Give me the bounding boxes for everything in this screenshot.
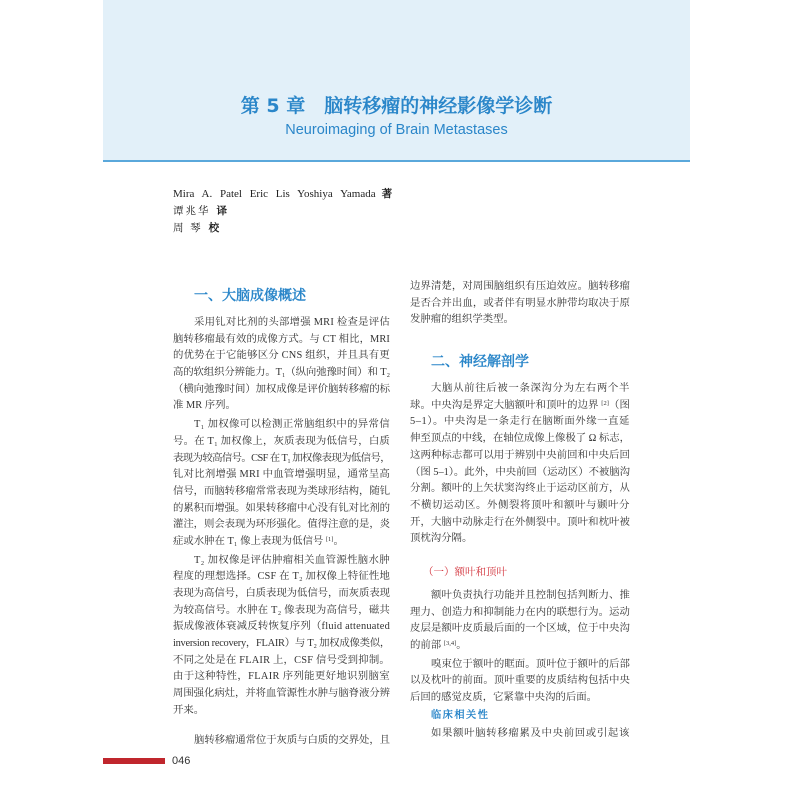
- text-line: [173, 467, 390, 484]
- text-line: [173, 733, 390, 750]
- line-text: （图: [609, 399, 630, 411]
- text-line: [410, 638, 630, 655]
- line-content: [194, 553, 390, 570]
- line-text: 开，大脑中动脉走行在外侧裂中。顶叶和枕叶被: [410, 516, 630, 528]
- line-text: 5–1）。中央沟是一条走行在脑断面外缘一直延: [410, 416, 630, 428]
- text-line: [410, 414, 630, 431]
- left-text-column: [173, 263, 390, 749]
- line-content: [410, 638, 467, 655]
- text-line: [173, 569, 390, 586]
- text-line: [173, 382, 390, 399]
- line-content: [194, 733, 390, 750]
- line-text: 脑转移瘤通常位于灰质与白质的交界处，且: [194, 734, 390, 746]
- line-content: [173, 451, 390, 468]
- text-line: [410, 690, 630, 707]
- text-line: [410, 381, 630, 398]
- text-line: [173, 365, 390, 382]
- credits: [173, 186, 473, 237]
- line-text: 信号，而脑转移瘤常常表现为类球形结构，随钆: [173, 485, 390, 497]
- text-line: [410, 398, 630, 415]
- citation-superscript: [2]: [601, 399, 610, 407]
- line-content: [410, 673, 630, 690]
- line-content: [173, 467, 390, 484]
- section-heading: 二、神经解剖学: [431, 354, 529, 371]
- line-content: [173, 586, 390, 603]
- line-content: [173, 636, 390, 653]
- text-line: [173, 315, 390, 332]
- line-text: 嗅束位于额叶的眶面。顶叶位于额叶的后部: [431, 658, 630, 670]
- line-text: inversion recovery，FLAIR）与 T₂ 加权成像类似，: [173, 638, 390, 650]
- text-line: [410, 531, 630, 548]
- reviewer-role: 校: [208, 222, 220, 234]
- line-text: 顶枕沟分隔。: [410, 533, 473, 545]
- line-content: [431, 726, 630, 743]
- text-line: [410, 498, 630, 515]
- authors-role: 著: [381, 188, 393, 200]
- text-line: [410, 481, 630, 498]
- subsection-heading: （一）额叶和顶叶: [423, 565, 507, 578]
- line-content: [173, 348, 390, 365]
- text-line: [410, 673, 630, 690]
- line-text: 准 MR 序列。: [173, 400, 236, 412]
- line-content: [173, 703, 204, 720]
- line-content: [173, 534, 344, 551]
- paragraph: [173, 417, 390, 551]
- line-text: 由于这种特性，FLAIR 序列能更好地识别脑室: [173, 671, 390, 683]
- text-line: [173, 653, 390, 670]
- citation-superscript: [3,4]: [443, 640, 457, 647]
- line-content: [173, 332, 390, 349]
- line-text: 号。在 T₁ 加权像上，灰质表现为低信号，白质: [173, 435, 390, 447]
- line-content: [173, 603, 390, 620]
- text-line: [410, 605, 630, 622]
- line-content: [410, 414, 630, 431]
- line-content: [410, 481, 630, 498]
- line-text: 的优势在于它能够区分 CNS 组织，并且具有更: [173, 350, 390, 362]
- line-text: 球。中央沟是界定大脑额叶和顶叶的边界: [410, 399, 602, 411]
- text-line: [173, 451, 390, 468]
- line-content: [410, 431, 630, 448]
- line-content: [173, 569, 390, 586]
- text-line: [173, 332, 390, 349]
- line-text: 的累积而增强。如果转移瘤中心没有钆对比剂的: [173, 502, 390, 514]
- translator-name: 谭兆华: [173, 206, 211, 217]
- line-text: 采用钆对比剂的头部增强 MRI 检查是评估: [194, 317, 390, 328]
- line-text: 表现为较高信号。CSF 在 T₁ 加权像表现为低信号，: [173, 452, 390, 464]
- line-content: [194, 315, 390, 332]
- text-line: [173, 586, 390, 603]
- line-content: [173, 619, 390, 636]
- text-line: [410, 279, 630, 296]
- text-line: [173, 417, 390, 434]
- line-text: 的前部: [410, 640, 444, 651]
- line-text: 分割。额叶的上矢状窦沟终止于运动区前方，从: [410, 483, 630, 495]
- line-text: 这两种标志都可以用于辨别中央前回和中央后回: [410, 449, 630, 461]
- line-content: [431, 588, 630, 605]
- line-content: [173, 484, 390, 501]
- line-content: [410, 312, 514, 329]
- page-number: 046: [172, 755, 191, 767]
- line-text: 皮层是额叶皮质最后面的一个区域，位于中央沟: [410, 623, 630, 635]
- line-text: 后回的感觉皮质，它紧靠中央沟的后面。: [410, 692, 598, 704]
- line-text: 发肿瘤的组织学类型。: [410, 314, 514, 326]
- line-content: [173, 653, 390, 670]
- line-content: [431, 381, 630, 398]
- paragraph: [410, 588, 630, 655]
- line-text: （横向弛豫时间）加权成像是评价脑转移瘤的标: [173, 383, 390, 395]
- line-text: 。: [456, 640, 467, 651]
- chapter-title-line: [103, 93, 690, 119]
- text-line: [173, 534, 390, 551]
- text-line: [410, 621, 630, 638]
- line-text: T₁ 加权像可以检测正常脑组织中的异常信: [194, 419, 390, 431]
- line-content: [410, 621, 630, 638]
- footer-accent-bar: [103, 758, 165, 764]
- section-heading: 一、大脑成像概述: [194, 288, 306, 304]
- paragraph: [173, 733, 390, 750]
- text-line: [410, 448, 630, 465]
- line-text: T₂ 加权像是评估肿瘤相关血管源性脑水肿: [194, 554, 390, 566]
- chapter-subtitle-english: Neuroimaging of Brain Metastases: [285, 122, 508, 138]
- chapter-title: 脑转移瘤的神经影像学诊断: [324, 95, 553, 117]
- author-names: Mira A. Patel Eric Lis Yoshiya Yamada: [173, 188, 376, 200]
- line-content: [173, 669, 390, 686]
- text-line: [173, 703, 390, 720]
- line-text: （图 5–1）。此外，中央前回（运动区）不被脑沟: [410, 466, 630, 478]
- text-line: [410, 588, 630, 605]
- text-line: [173, 619, 390, 636]
- line-content: [173, 382, 390, 399]
- text-line: [173, 434, 390, 451]
- authors-line: [173, 186, 473, 203]
- line-content: [173, 686, 390, 703]
- reviewer-name: 周 琴: [173, 223, 203, 234]
- line-content: [410, 398, 630, 415]
- line-text: 症或水肿在 T₁ 像上表现为低信号: [173, 535, 326, 547]
- line-content: [173, 501, 390, 518]
- paragraph: [410, 279, 630, 329]
- line-content: [410, 465, 630, 482]
- reviewer-line: [173, 220, 473, 237]
- line-content: [173, 365, 390, 382]
- line-text: 不横切运动区。外侧裂将顶叶和额叶与颞叶分: [410, 499, 630, 511]
- line-text: 不同之处是在 FLAIR 上，CSF 信号受到抑制。: [173, 654, 390, 666]
- clinical-relevance-heading: 临床相关性: [431, 709, 490, 721]
- text-line: [410, 726, 630, 743]
- line-text: 振成像液体衰减反转恢复序列（fluid attenuated: [173, 621, 390, 633]
- line-text: 伸至顶点的中线，在轴位成像上像极了 Ω 标志，: [410, 433, 630, 445]
- text-line: [410, 465, 630, 482]
- text-line: [173, 501, 390, 518]
- text-line: [173, 398, 390, 415]
- text-line: [173, 484, 390, 501]
- line-content: [410, 531, 472, 548]
- line-content: [194, 417, 390, 434]
- line-text: 高的软组织分辨能力。T₁（纵向弛豫时间）和 T₂: [173, 367, 390, 379]
- line-text: 。: [333, 535, 344, 547]
- line-content: [410, 690, 597, 707]
- line-content: [410, 605, 630, 622]
- line-text: 钆对比剂增强 MRI 中血管增强明显，通常呈高: [173, 469, 390, 481]
- text-line: [410, 296, 630, 313]
- text-line: [410, 431, 630, 448]
- right-text-column: [410, 279, 630, 742]
- translator-role: 译: [216, 205, 227, 217]
- line-text: 脑转移瘤最有效的成像方式。与 CT 相比，MRI: [173, 333, 390, 345]
- line-text: 灌注，则会表现为环形强化。值得注意的是，炎: [173, 519, 390, 531]
- text-line: [173, 348, 390, 365]
- text-line: [173, 669, 390, 686]
- line-text: 额叶负责执行功能并且控制包括判断力、推: [431, 589, 630, 601]
- text-line: [173, 686, 390, 703]
- text-line: [173, 553, 390, 570]
- line-text: 程度的理想选择。CSF 在 T₂ 加权像上特征性地: [173, 571, 390, 583]
- line-text: 表现为高信号，白质表现为低信号，而灰质表现: [173, 588, 390, 599]
- line-text: 如果额叶脑转移瘤累及中央前回或引起该: [431, 727, 630, 739]
- line-text: 大脑从前往后被一条深沟分为左右两个半: [431, 383, 630, 395]
- line-content: [173, 434, 390, 451]
- line-text: 理力、创造力和抑制能力在内的联想行为。运动: [410, 606, 630, 618]
- line-content: [431, 657, 630, 674]
- line-text: 开来。: [173, 704, 205, 716]
- text-line: [410, 515, 630, 532]
- paragraph: [410, 657, 630, 707]
- paragraph: [410, 381, 630, 548]
- line-content: [410, 498, 630, 515]
- chapter-number: 第 5 章: [240, 95, 306, 117]
- paragraph: [173, 553, 390, 720]
- line-text: 以及枕叶的前面。顶叶重要的皮质结构包括中央: [410, 675, 630, 687]
- text-line: [410, 312, 630, 329]
- line-content: [410, 296, 630, 313]
- line-content: [410, 279, 630, 296]
- translator-line: [173, 203, 473, 220]
- line-text: 边界清楚，对周围脑组织有压迫效应。脑转移瘤: [410, 281, 630, 292]
- paragraph: [410, 726, 630, 743]
- text-line: [173, 603, 390, 620]
- text-line: [173, 517, 390, 534]
- line-content: [410, 448, 630, 465]
- paragraph: [173, 315, 390, 415]
- text-line: [410, 657, 630, 674]
- text-line: [173, 636, 390, 653]
- line-text: 周围强化病灶，并将血管源性水肿与脑脊液分辨: [173, 688, 390, 700]
- chapter-header: [103, 0, 690, 162]
- line-content: [173, 398, 236, 415]
- line-content: [410, 515, 630, 532]
- line-content: [173, 517, 390, 534]
- citation-superscript: [1]: [325, 535, 334, 543]
- line-text: 为较高信号。水肿在 T₂ 像表现为高信号，磁共: [173, 604, 390, 616]
- line-text: 是否合并出血，或者伴有明显水肿带均取决于原: [410, 297, 630, 309]
